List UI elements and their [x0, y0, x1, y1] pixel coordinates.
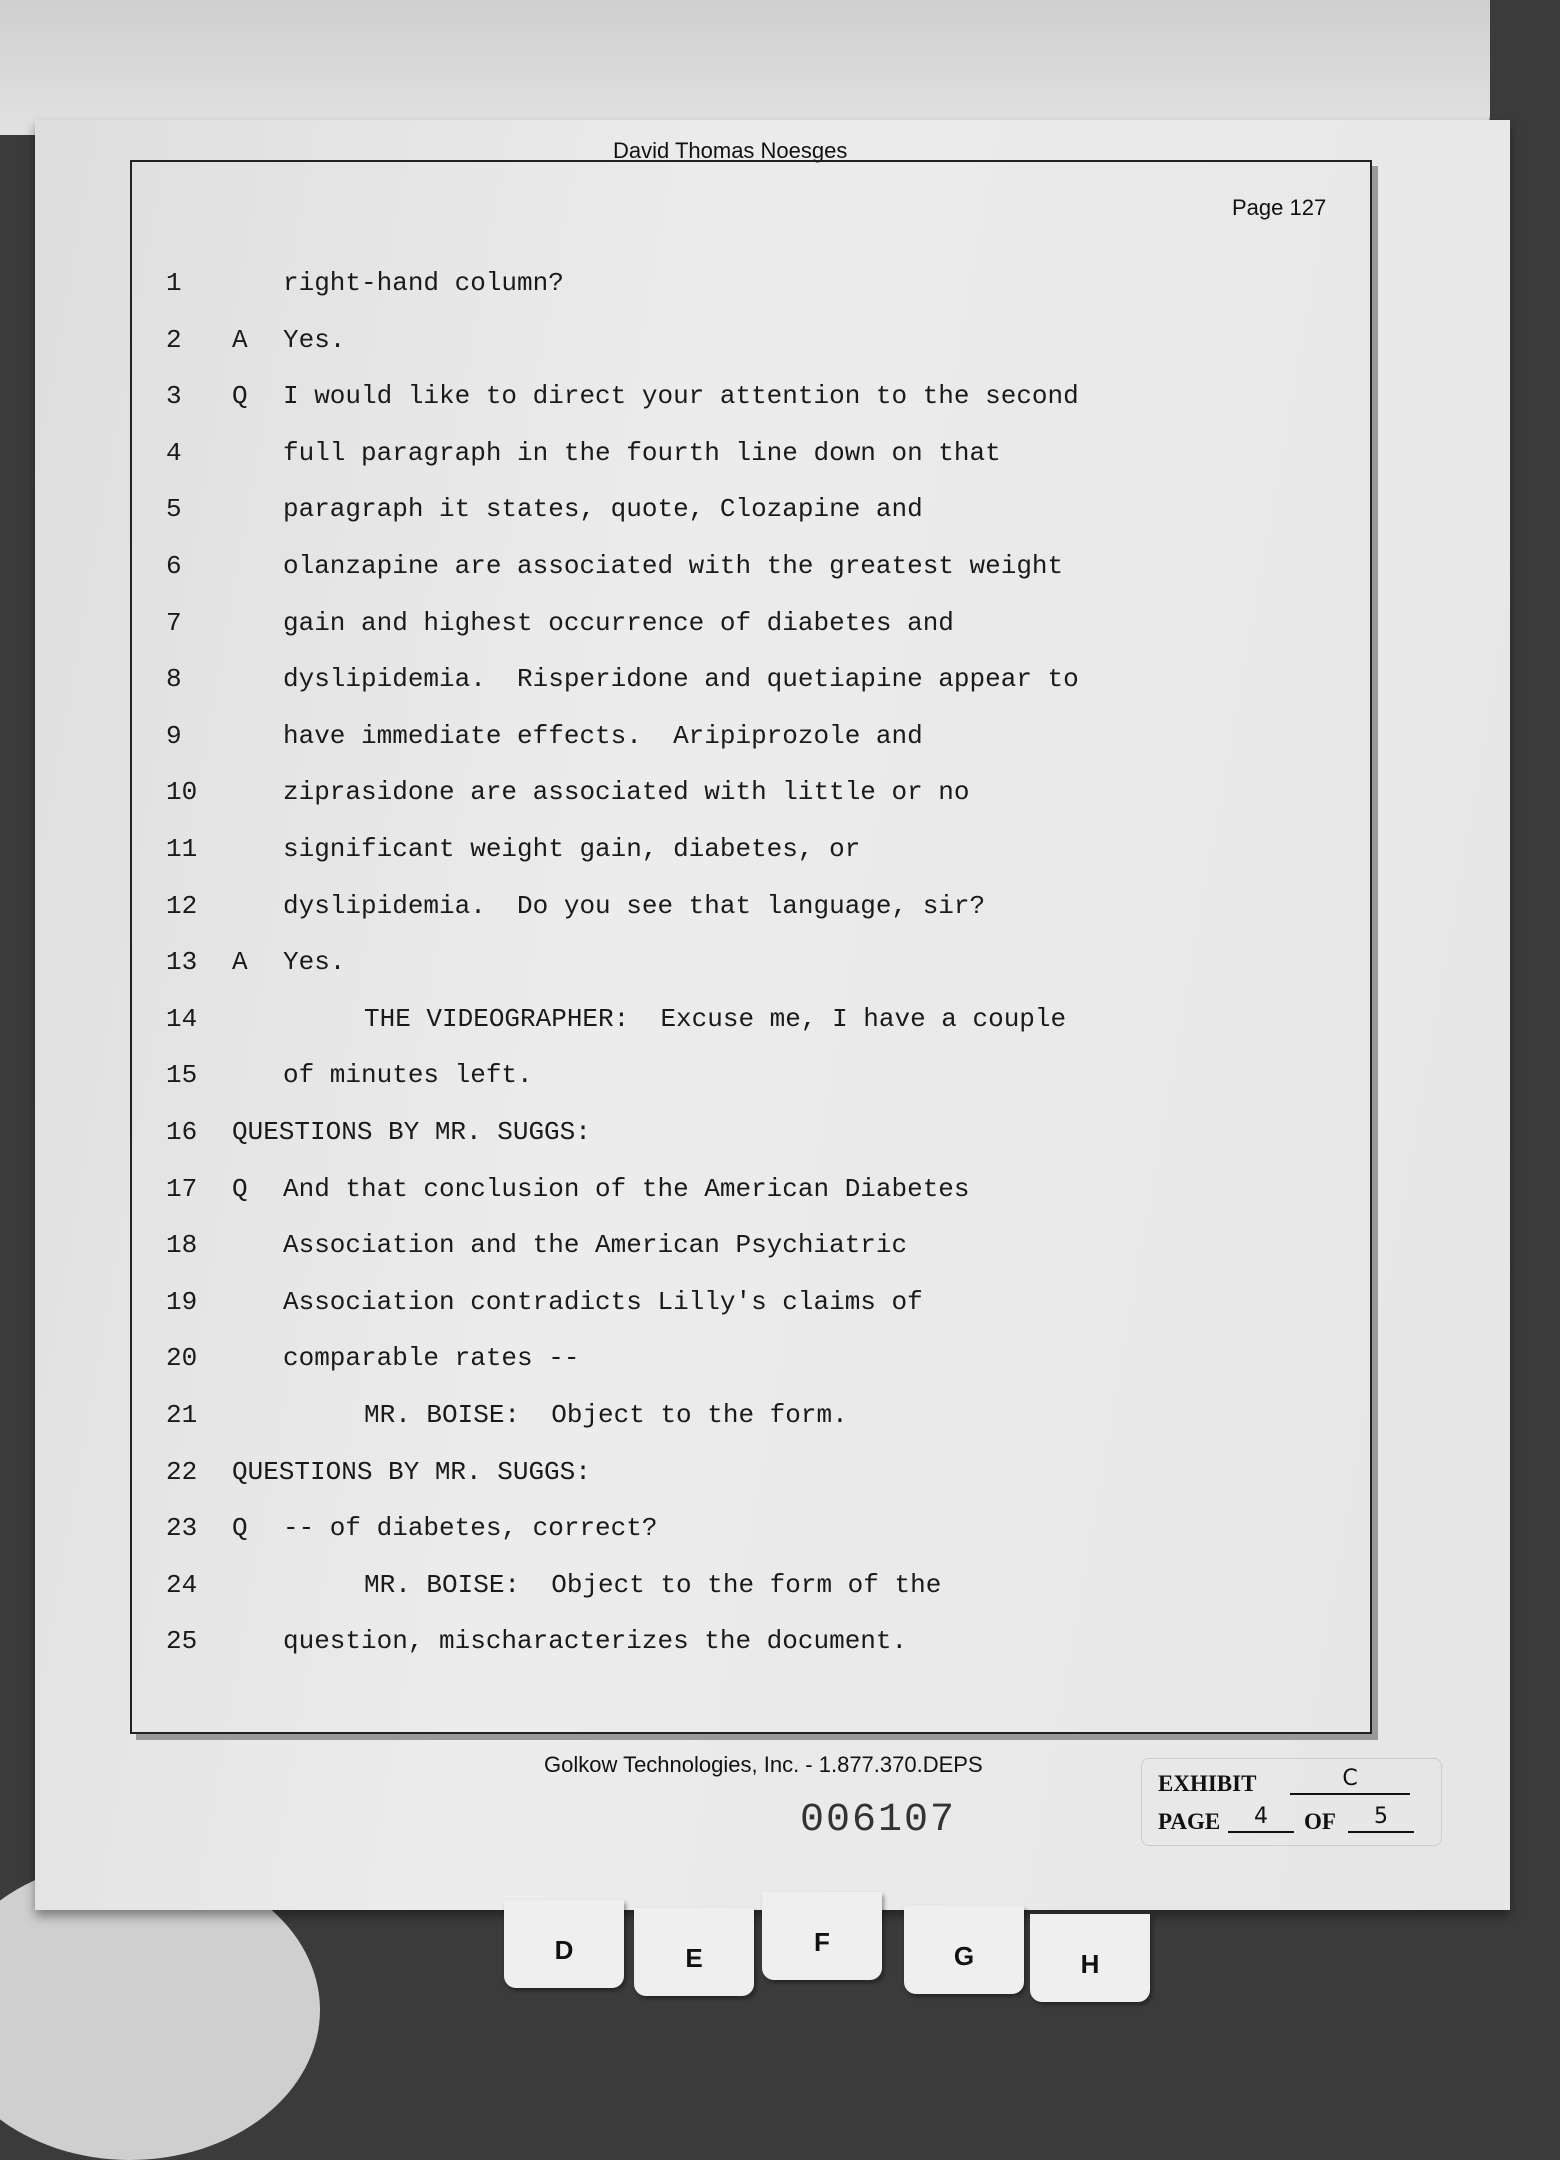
line-number: 19 — [166, 1286, 198, 1317]
line-text: Association contradicts Lilly's claims of — [283, 1286, 923, 1317]
page-number: Page 127 — [1232, 195, 1327, 220]
line-text: of minutes left. — [283, 1060, 533, 1091]
line-text: comparable rates -- — [283, 1343, 580, 1374]
line-number: 25 — [166, 1626, 198, 1657]
court-reporter-footer: Golkow Technologies, Inc. - 1.877.370.DEPS — [544, 1752, 983, 1777]
line-number: 10 — [166, 777, 198, 808]
line-number: 5 — [166, 494, 182, 525]
speaker-marker: A — [232, 324, 248, 355]
line-number: 22 — [166, 1456, 198, 1487]
line-text: QUESTIONS BY MR. SUGGS: — [232, 1117, 591, 1147]
line-number: 20 — [166, 1343, 198, 1374]
speaker-marker: A — [232, 947, 248, 978]
exhibit-value: C — [1290, 1769, 1410, 1795]
index-tab-d[interactable]: D — [504, 1900, 624, 1988]
speaker-marker: Q — [232, 381, 248, 412]
page-value: 4 — [1228, 1807, 1294, 1833]
line-number: 7 — [166, 607, 182, 638]
bates-number: 006107 — [800, 1798, 957, 1843]
speaker-marker: Q — [232, 1513, 248, 1544]
line-number: 11 — [166, 834, 198, 864]
line-number: 8 — [166, 664, 182, 695]
line-number: 13 — [166, 947, 198, 978]
of-label: OF — [1304, 1809, 1336, 1834]
line-number: 14 — [166, 1003, 198, 1034]
line-number: 3 — [166, 381, 182, 412]
line-text: gain and highest occurrence of diabetes and — [283, 607, 954, 638]
line-number: 18 — [166, 1230, 198, 1261]
line-text: MR. BOISE: Object to the form of the — [364, 1569, 942, 1600]
line-number: 23 — [166, 1513, 198, 1544]
line-number: 1 — [166, 268, 182, 298]
line-text: MR. BOISE: Object to the form. — [364, 1400, 848, 1430]
line-number: 12 — [166, 890, 198, 921]
exhibit-label: EXHIBIT — [1158, 1771, 1257, 1796]
line-text: significant weight gain, diabetes, or — [283, 834, 861, 864]
line-text: dyslipidemia. Risperidone and quetiapine appear to — [283, 664, 1079, 695]
line-number: 24 — [166, 1569, 198, 1600]
exhibit-stamp — [1141, 1758, 1442, 1846]
previous-page-edge — [0, 0, 1490, 135]
line-text: QUESTIONS BY MR. SUGGS: — [232, 1456, 591, 1487]
line-text: paragraph it states, quote, Clozapine and — [283, 494, 923, 525]
line-text: Yes. — [283, 324, 346, 355]
line-number: 21 — [166, 1400, 198, 1430]
line-text: -- of diabetes, correct? — [283, 1513, 658, 1544]
line-number: 9 — [166, 720, 182, 751]
line-number: 15 — [166, 1060, 198, 1091]
line-number: 6 — [166, 551, 182, 581]
line-text: And that conclusion of the American Diabetes — [283, 1173, 970, 1204]
line-text: Yes. — [283, 947, 346, 978]
line-number: 4 — [166, 437, 182, 468]
line-number: 17 — [166, 1173, 198, 1204]
line-text: have immediate effects. Aripiprozole and — [283, 720, 923, 751]
line-text: olanzapine are associated with the greatest weight — [283, 551, 1064, 581]
line-text: ziprasidone are associated with little or no — [283, 777, 970, 808]
line-text: I would like to direct your attention to the second — [283, 381, 1079, 412]
line-text: right-hand column? — [283, 268, 564, 298]
line-text: question, mischaracterizes the document. — [283, 1626, 908, 1657]
line-text: dyslipidemia. Do you see that language, sir? — [283, 890, 986, 921]
page-label: PAGE — [1158, 1809, 1221, 1834]
line-text: full paragraph in the fourth line down on that — [283, 437, 1001, 468]
speaker-marker: Q — [232, 1173, 248, 1204]
line-number: 2 — [166, 324, 182, 355]
line-text: THE VIDEOGRAPHER: Excuse me, I have a couple — [364, 1003, 1067, 1034]
deponent-name: David Thomas Noesges — [613, 138, 848, 163]
index-tab-e[interactable]: E — [634, 1908, 754, 1996]
index-tab-f[interactable]: F — [762, 1892, 882, 1980]
line-number: 16 — [166, 1117, 198, 1147]
index-tab-h[interactable]: H — [1030, 1914, 1150, 2002]
of-value: 5 — [1348, 1807, 1414, 1833]
index-tab-g[interactable]: G — [904, 1906, 1024, 1994]
line-text: Association and the American Psychiatric — [283, 1230, 908, 1261]
